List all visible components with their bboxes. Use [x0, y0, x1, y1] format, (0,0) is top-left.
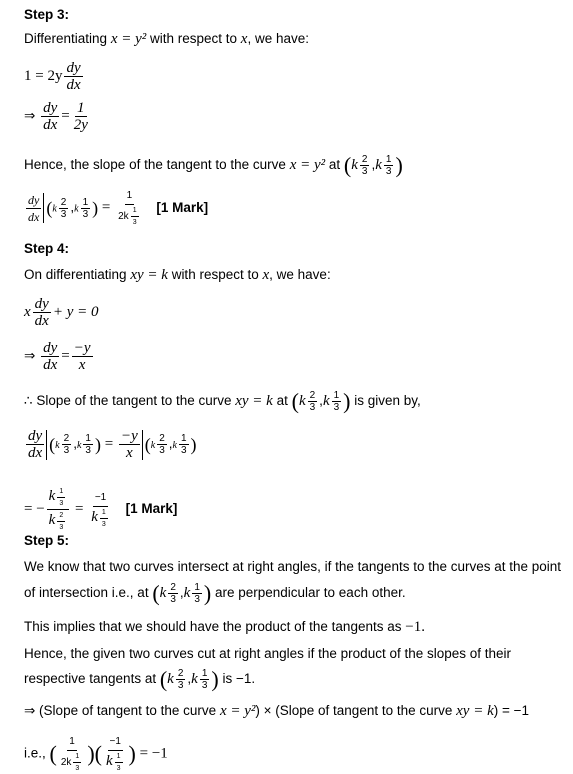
step3-result: $\frac{dy}{dx}$ (k $\frac{2}{3}$ ,k $\frac{1}{3}$ ) = 1 2k $\frac{1}{3}$ [1 Mark] — [28, 190, 209, 226]
step5-p1-line2: of intersection i.e., at (k $\frac{2}{3}$ ,k $\frac{1}{3}$ ) are perpendicular to each other. — [24, 580, 406, 606]
step3-intro: Differentiating x = y² with respect to x, we have: — [24, 31, 310, 47]
step4-result: = − k $\frac{1}{3}$ k $\frac{2}{3}$ = −1 k $\frac{1}{3}$ [1 Mark] — [24, 488, 178, 531]
step4-heading: Step 4: — [24, 241, 70, 256]
step4-eval: $\frac{dy}{dx}$ (k $\frac{2}{3}$ ,k $\frac{1}{3}$ ) = $\frac{-y}{x}$ (k $\frac{2}{3}$ ,k $\frac{1}{3}$ ) — [28, 428, 197, 461]
step5-p5: i.e., ( 1 2k $\frac{1}{3}$ )( −1 k $\frac{1}{3}$ ) = −1 — [24, 736, 168, 772]
step3-eq2: ⇒ $\frac{dy}{dx}$ = $\frac{1}{2y}$ — [24, 100, 88, 133]
step5-heading: Step 5: — [24, 533, 70, 548]
step3-heading: Step 3: — [24, 7, 70, 22]
step3-hence: Hence, the slope of the tangent to the curve x = y² at (k $\frac{2}{3}$ ,k $\frac{1}{3}$ ) — [24, 152, 403, 178]
step5-p4: ⇒ (Slope of tangent to the curve x = y²) × (Slope of tangent to the curve xy = k) = −1 — [24, 703, 530, 719]
step4-eq2: ⇒ $\frac{dy}{dx}$ = $\frac{-y}{x}$ — [24, 340, 91, 373]
step4-eq1: x $\frac{dy}{dx}$ + y = 0 — [24, 296, 99, 329]
step5-p3-line2: respective tangents at (k $\frac{2}{3}$ ,k $\frac{1}{3}$ ) is −1. — [24, 666, 256, 692]
step5-p2: This implies that we should have the product of the tangents as −1. — [24, 619, 425, 635]
step5-p1-line1: We know that two curves intersect at right angles, if the tangents to the curves at the point — [24, 559, 562, 574]
step4-therefore: ∴ Slope of the tangent to the curve xy = k at (k $\frac{2}{3}$ ,k $\frac{1}{3}$ ) is given by, — [24, 388, 421, 414]
step5-p3-line1: Hence, the given two curves cut at right angles if the product of the slopes of their — [24, 646, 512, 661]
step4-intro: On differentiating xy = k with respect to x, we have: — [24, 267, 331, 283]
mark-label: [1 Mark] — [125, 501, 178, 517]
mark-label: [1 Mark] — [156, 199, 209, 215]
step3-eq1: 1 = 2y $\frac{dy}{dx}$ — [24, 60, 81, 93]
